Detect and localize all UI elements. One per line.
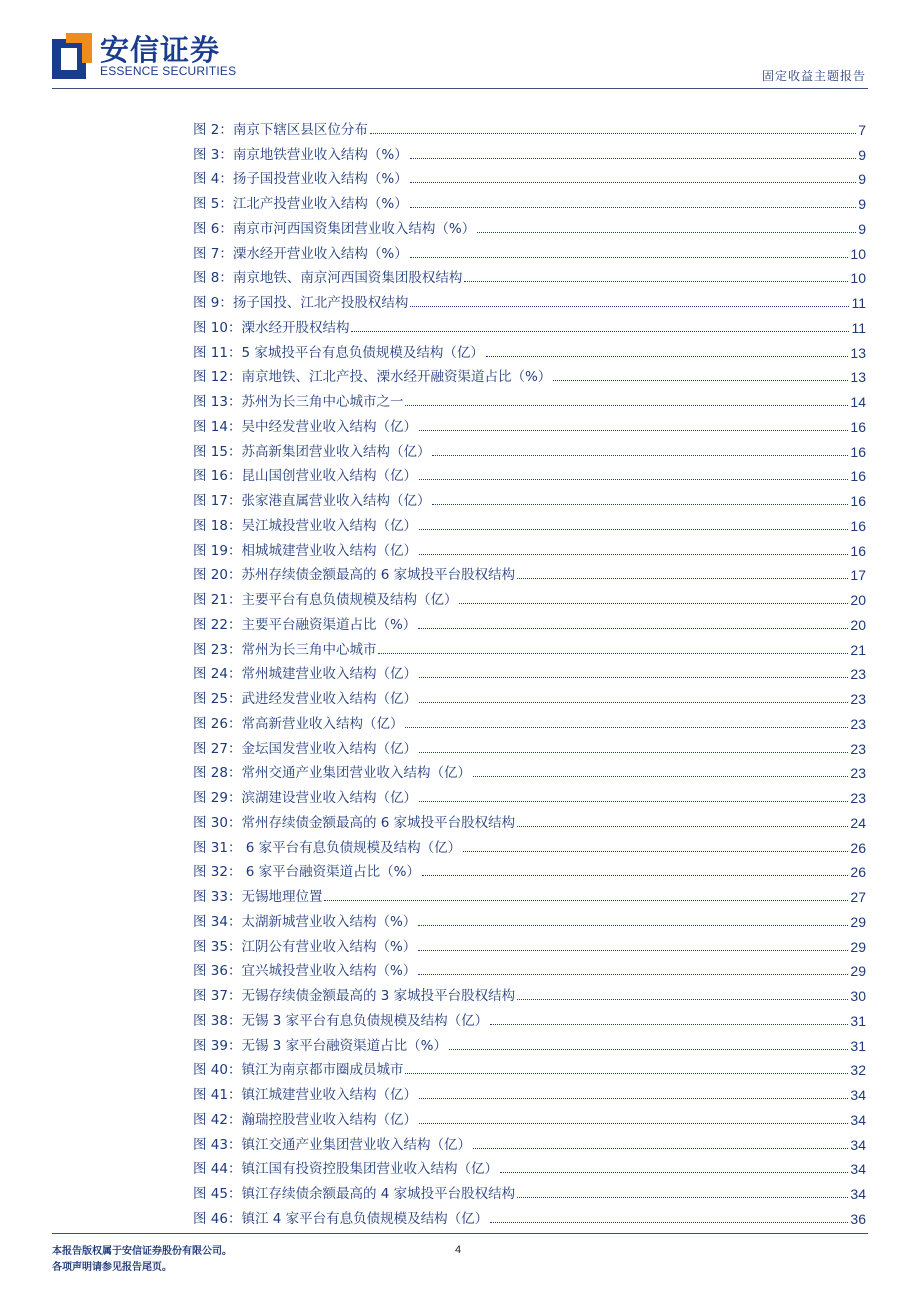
- toc-entry-page: 26: [850, 839, 866, 856]
- toc-entry-page: 23: [850, 691, 866, 707]
- toc-entry-page: 16: [850, 542, 866, 559]
- toc-entry[interactable]: [193, 880, 866, 905]
- toc-entry-label: 图 7：溧水经开营业收入结构（%）: [193, 245, 408, 262]
- toc-entry-label: 图 32： 6 家平台融资渠道占比（%）: [193, 864, 420, 881]
- toc-entry-label: 图 42：瀚瑞控股营业收入结构（亿）: [193, 1111, 417, 1128]
- toc-entry-label: 图 36：宜兴城投营业收入结构（%）: [193, 963, 417, 980]
- toc-dot-leader: [459, 602, 848, 604]
- toc-entry-label: 图 12：南京地铁、江北产投、溧水经开融资渠道占比（%）: [193, 369, 552, 386]
- toc-dot-leader: [422, 874, 848, 876]
- toc-entry[interactable]: [193, 608, 866, 633]
- toc-dot-leader: [517, 577, 848, 579]
- toc-entry[interactable]: [193, 163, 866, 188]
- toc-entry[interactable]: [193, 460, 866, 485]
- toc-dot-leader: [351, 330, 849, 332]
- toc-dot-leader: [449, 1048, 848, 1050]
- toc-entry-page: 11: [851, 295, 866, 311]
- toc-entry-label: 图 3：南京地铁营业收入结构（%）: [193, 146, 408, 163]
- toc-entry-label: 图 14：吴中经发营业收入结构（亿）: [193, 418, 417, 435]
- toc-dot-leader: [410, 256, 849, 258]
- toc-entry[interactable]: [193, 1202, 866, 1227]
- toc-entry-label: 图 26：常高新营业收入结构（亿）: [193, 715, 404, 732]
- toc-entry-page: 9: [858, 171, 866, 188]
- toc-dot-leader: [500, 1171, 848, 1173]
- toc-entry[interactable]: [193, 1103, 866, 1128]
- toc-entry-label: 图 8：南京地铁、南京河西国资集团股权结构: [193, 270, 463, 287]
- toc-entry[interactable]: [193, 930, 866, 955]
- toc-entry-page: 34: [850, 1087, 866, 1103]
- toc-entry-page: 10: [850, 270, 866, 287]
- toc-entry-page: 9: [858, 220, 866, 237]
- toc-entry-page: 16: [850, 468, 866, 485]
- toc-dot-leader: [419, 676, 848, 678]
- toc-dot-leader: [370, 132, 856, 134]
- toc-entry[interactable]: [193, 856, 866, 881]
- toc-dot-leader: [464, 280, 848, 282]
- toc-entry-label: 图 9：扬子国投、江北产投股权结构: [193, 295, 409, 311]
- toc-entry[interactable]: [193, 707, 866, 732]
- toc-entry[interactable]: [193, 1153, 866, 1178]
- toc-entry-label: 图 23：常州为长三角中心城市: [193, 641, 377, 658]
- toc-entry-label: 图 20：苏州存续债金额最高的 6 家城投平台股权结构: [193, 567, 516, 584]
- toc-dot-leader: [486, 355, 849, 357]
- toc-entry[interactable]: [193, 311, 866, 336]
- toc-entry[interactable]: [193, 237, 866, 262]
- toc-entry-page: 32: [850, 1062, 866, 1079]
- toc-entry[interactable]: [193, 633, 866, 658]
- toc-entry-label: 图 11：5 家城投平台有息负债规模及结构（亿）: [193, 344, 484, 361]
- page-header: [0, 0, 920, 100]
- toc-dot-leader: [405, 726, 848, 728]
- toc-dot-leader: [473, 1147, 848, 1149]
- toc-entry[interactable]: [193, 534, 866, 559]
- toc-entry-page: 29: [850, 963, 866, 980]
- toc-entry-label: 图 4：扬子国投营业收入结构（%）: [193, 171, 408, 188]
- toc-entry-label: 图 46：镇江 4 家平台有息负债规模及结构（亿）: [193, 1210, 489, 1227]
- toc-entry[interactable]: [193, 831, 866, 856]
- company-logo-icon: [52, 33, 92, 79]
- toc-dot-leader: [432, 503, 848, 505]
- toc-entry-page: 16: [850, 443, 866, 460]
- toc-entry[interactable]: [193, 410, 866, 435]
- toc-entry-page: 10: [850, 245, 866, 262]
- toc-entry[interactable]: [193, 212, 866, 237]
- toc-dot-leader: [432, 454, 848, 456]
- toc-entry-page: 36: [850, 1210, 866, 1227]
- toc-entry-label: 图 13：苏州为长三角中心城市之一: [193, 394, 404, 410]
- toc-entry-page: 21: [850, 641, 866, 658]
- toc-entry-page: 31: [850, 1037, 866, 1054]
- toc-dot-leader: [405, 1072, 848, 1074]
- toc-entry[interactable]: [193, 385, 866, 410]
- toc-entry[interactable]: [193, 336, 866, 361]
- toc-entry-page: 23: [850, 666, 866, 683]
- toc-entry-label: 图 43：镇江交通产业集团营业收入结构（亿）: [193, 1136, 471, 1153]
- toc-dot-leader: [490, 1221, 848, 1223]
- toc-entry-label: 图 33：无锡地理位置: [193, 889, 323, 905]
- toc-entry-label: 图 16：昆山国创营业收入结构（亿）: [193, 468, 417, 485]
- toc-dot-leader: [419, 553, 848, 555]
- toc-entry-label: 图 34：太湖新城营业收入结构（%）: [193, 913, 417, 930]
- toc-entry-label: 图 28：常州交通产业集团营业收入结构（亿）: [193, 765, 471, 782]
- toc-dot-leader: [463, 850, 848, 852]
- toc-entry-label: 图 31： 6 家平台有息负债规模及结构（亿）: [193, 839, 462, 856]
- toc-entry-page: 20: [850, 592, 866, 608]
- figure-table-of-contents: [193, 113, 866, 1227]
- toc-entry[interactable]: [193, 979, 866, 1004]
- toc-entry-page: 16: [850, 517, 866, 534]
- toc-entry[interactable]: [193, 113, 866, 138]
- toc-entry[interactable]: [193, 484, 866, 509]
- toc-dot-leader: [517, 1196, 848, 1198]
- toc-entry-label: 图 35：江阴公有营业收入结构（%）: [193, 938, 417, 955]
- toc-dot-leader: [324, 899, 848, 901]
- toc-entry-label: 图 45：镇江存续债余额最高的 4 家城投平台股权结构: [193, 1186, 516, 1202]
- toc-entry[interactable]: [193, 682, 866, 707]
- toc-entry-label: 图 41：镇江城建营业收入结构（亿）: [193, 1087, 417, 1103]
- toc-entry-label: 图 38：无锡 3 家平台有息负债规模及结构（亿）: [193, 1012, 489, 1029]
- toc-entry-label: 图 2：南京下辖区县区位分布: [193, 121, 368, 138]
- toc-entry-page: 26: [850, 864, 866, 881]
- toc-entry-page: 13: [850, 369, 866, 386]
- toc-dot-leader: [490, 1023, 848, 1025]
- toc-entry[interactable]: [193, 1128, 866, 1153]
- toc-entry-label: 图 15：苏高新集团营业收入结构（亿）: [193, 443, 431, 460]
- toc-entry[interactable]: [193, 658, 866, 683]
- toc-entry-label: 图 6：南京市河西国资集团营业收入结构（%）: [193, 220, 476, 237]
- toc-entry-page: 16: [850, 418, 866, 435]
- footer-divider: [52, 1233, 868, 1234]
- toc-entry[interactable]: [193, 757, 866, 782]
- toc-entry-label: 图 25：武进经发营业收入结构（亿）: [193, 691, 417, 707]
- toc-dot-leader: [410, 181, 856, 183]
- toc-entry-label: 图 27：金坛国发营业收入结构（亿）: [193, 740, 417, 757]
- toc-entry[interactable]: [193, 1078, 866, 1103]
- toc-entry[interactable]: [193, 509, 866, 534]
- toc-entry-page: 14: [850, 394, 866, 410]
- toc-entry-page: 23: [850, 715, 866, 732]
- toc-entry-page: 9: [858, 146, 866, 163]
- toc-entry-page: 29: [850, 913, 866, 930]
- toc-dot-leader: [418, 973, 848, 975]
- toc-dot-leader: [410, 305, 849, 307]
- toc-entry-page: 9: [858, 196, 866, 212]
- header-divider: [52, 88, 868, 89]
- toc-dot-leader: [405, 404, 848, 406]
- toc-entry-page: 34: [850, 1111, 866, 1128]
- toc-entry-label: 图 24：常州城建营业收入结构（亿）: [193, 666, 417, 683]
- toc-entry-label: 图 19：相城城建营业收入结构（亿）: [193, 542, 417, 559]
- toc-entry-page: 34: [850, 1161, 866, 1178]
- toc-entry-page: 29: [850, 938, 866, 955]
- toc-entry[interactable]: [193, 435, 866, 460]
- toc-entry[interactable]: [193, 262, 866, 287]
- toc-entry[interactable]: [193, 1029, 866, 1054]
- toc-entry-label: 图 5：江北产投营业收入结构（%）: [193, 196, 408, 212]
- toc-entry[interactable]: [193, 955, 866, 980]
- toc-entry[interactable]: [193, 905, 866, 930]
- toc-entry[interactable]: [193, 286, 866, 311]
- toc-dot-leader: [419, 1097, 848, 1099]
- toc-dot-leader: [477, 231, 856, 233]
- toc-entry-label: 图 10：溧水经开股权结构: [193, 319, 350, 336]
- copyright-note: 本报告版权属于安信证券股份有限公司。: [52, 1246, 232, 1257]
- toc-dot-leader: [410, 206, 856, 208]
- toc-dot-leader: [419, 751, 848, 753]
- toc-entry-label: 图 17：张家港直属营业收入结构（亿）: [193, 493, 431, 509]
- toc-entry[interactable]: [193, 138, 866, 163]
- toc-entry-page: 23: [850, 790, 866, 806]
- toc-dot-leader: [418, 627, 848, 629]
- toc-entry-page: 31: [850, 1012, 866, 1029]
- toc-dot-leader: [419, 528, 848, 530]
- page-number: 4: [455, 1244, 462, 1256]
- report-type: 固定收益主题报告: [761, 69, 866, 83]
- toc-entry-page: 30: [850, 988, 866, 1004]
- disclaimer-note: 各项声明请参见报告尾页。: [52, 1262, 172, 1273]
- company-name-cn: 安信证券: [100, 33, 221, 67]
- toc-entry-label: 图 44：镇江国有投资控股集团营业收入结构（亿）: [193, 1161, 498, 1178]
- toc-dot-leader: [419, 701, 848, 703]
- toc-entry[interactable]: [193, 559, 866, 584]
- toc-entry[interactable]: [193, 1004, 866, 1029]
- toc-entry-page: 23: [850, 740, 866, 757]
- toc-entry-page: 23: [850, 765, 866, 782]
- toc-entry-label: 图 40：镇江为南京都市圈成员城市: [193, 1062, 404, 1079]
- toc-entry-page: 7: [858, 121, 866, 138]
- toc-entry[interactable]: [193, 187, 866, 212]
- toc-entry-page: 16: [850, 493, 866, 509]
- toc-entry-page: 27: [850, 889, 866, 905]
- company-name-en: ESSENCE SECURITIES: [100, 64, 237, 78]
- toc-entry[interactable]: [193, 361, 866, 386]
- toc-entry[interactable]: [193, 806, 866, 831]
- toc-dot-leader: [517, 825, 848, 827]
- toc-dot-leader: [517, 998, 848, 1000]
- toc-entry-label: 图 30：常州存续债金额最高的 6 家城投平台股权结构: [193, 814, 516, 831]
- toc-entry-label: 图 18：吴江城投营业收入结构（亿）: [193, 517, 417, 534]
- toc-dot-leader: [418, 949, 848, 951]
- toc-dot-leader: [419, 478, 848, 480]
- toc-entry[interactable]: [193, 583, 866, 608]
- toc-entry[interactable]: [193, 1177, 866, 1202]
- toc-entry[interactable]: [193, 732, 866, 757]
- toc-entry-label: 图 37：无锡存续债金额最高的 3 家城投平台股权结构: [193, 988, 516, 1004]
- toc-entry-label: 图 39：无锡 3 家平台融资渠道占比（%）: [193, 1037, 447, 1054]
- toc-entry-page: 34: [850, 1186, 866, 1202]
- toc-entry-page: 11: [851, 319, 866, 336]
- toc-entry-page: 24: [850, 814, 866, 831]
- toc-entry-page: 17: [850, 567, 866, 584]
- toc-dot-leader: [378, 652, 848, 654]
- toc-entry-page: 20: [850, 616, 866, 633]
- toc-entry-page: 13: [850, 344, 866, 361]
- toc-dot-leader: [419, 800, 848, 802]
- toc-entry-page: 34: [850, 1136, 866, 1153]
- toc-entry-label: 图 22：主要平台融资渠道占比（%）: [193, 616, 417, 633]
- toc-entry-label: 图 29：滨湖建设营业收入结构（亿）: [193, 790, 417, 806]
- toc-entry[interactable]: [193, 1054, 866, 1079]
- toc-dot-leader: [419, 1122, 848, 1124]
- toc-dot-leader: [553, 379, 848, 381]
- toc-entry[interactable]: [193, 781, 866, 806]
- toc-entry-label: 图 21：主要平台有息负债规模及结构（亿）: [193, 592, 458, 608]
- toc-dot-leader: [419, 429, 848, 431]
- toc-dot-leader: [473, 775, 848, 777]
- toc-dot-leader: [418, 924, 848, 926]
- toc-dot-leader: [410, 157, 856, 159]
